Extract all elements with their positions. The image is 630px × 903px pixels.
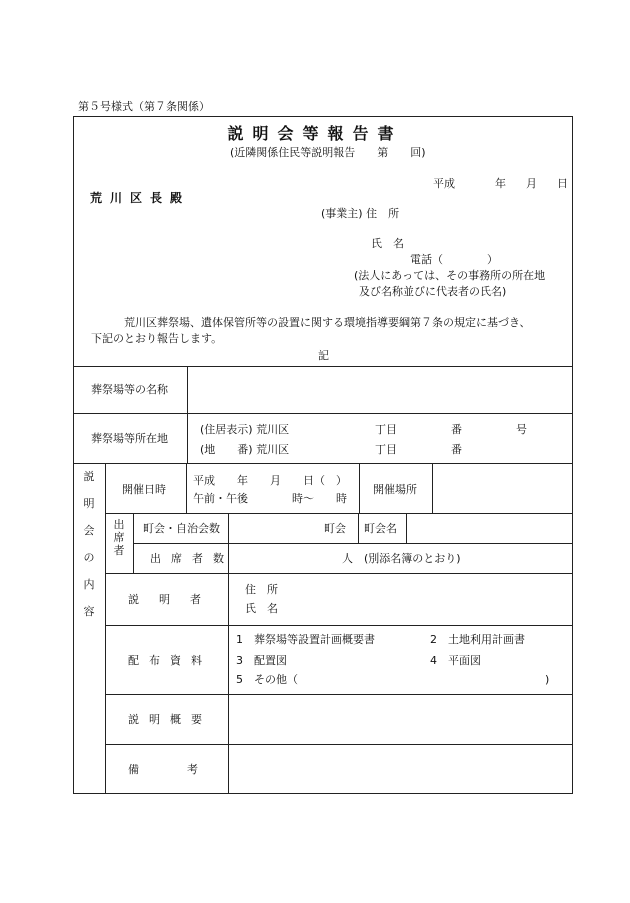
corp-note-1: (法人にあっては、その事務所の所在地 bbox=[354, 269, 546, 282]
report-date bbox=[433, 178, 568, 189]
go-label: 号 bbox=[516, 423, 527, 436]
form-number: 第５号様式（第７条関係） bbox=[78, 100, 210, 113]
facility-location-label: 葬祭場等所在地 bbox=[91, 432, 168, 445]
rule bbox=[358, 513, 359, 543]
addressee: 荒川区長殿 bbox=[90, 191, 191, 205]
subtitle-dai: 第 bbox=[377, 146, 389, 159]
phone-label: 電話（ ） bbox=[410, 253, 498, 266]
held-place-field[interactable] bbox=[436, 467, 569, 509]
chome-label-2: 丁目 bbox=[375, 443, 397, 456]
held-time-line: 午前・午後 時～ 時 bbox=[193, 492, 347, 505]
body-text-1: 荒川区葬祭場、遺体保管所等の設置に関する環境指導要綱第７条の規定に基づき、 bbox=[124, 316, 531, 329]
remarks-label: 備考 bbox=[128, 763, 246, 776]
remarks-field[interactable] bbox=[232, 748, 568, 790]
materials-label: 配布資料 bbox=[128, 654, 212, 667]
held-place-label: 開催場所 bbox=[373, 483, 417, 496]
rule bbox=[105, 513, 573, 514]
material-item-5: 5 その他（ bbox=[236, 673, 298, 686]
rule bbox=[359, 463, 360, 513]
subtitle-text: (近隣関係住民等説明報告 bbox=[230, 146, 356, 159]
applicant-name-label: 氏 名 bbox=[371, 237, 404, 250]
attendance-label-char: 者 bbox=[113, 544, 125, 557]
rule bbox=[73, 413, 573, 414]
summary-label: 説明概要 bbox=[128, 713, 212, 726]
held-datetime-label: 開催日時 bbox=[122, 483, 166, 496]
subtitle bbox=[230, 147, 426, 158]
attendance-label-char: 席 bbox=[113, 531, 125, 544]
rule bbox=[406, 513, 407, 543]
rule bbox=[73, 366, 573, 367]
attendance-label-char: 出 bbox=[113, 518, 125, 531]
section-label bbox=[82, 471, 96, 633]
attendance-label bbox=[112, 519, 126, 558]
month-unit: 月 bbox=[526, 177, 537, 190]
facility-name-field[interactable] bbox=[190, 370, 570, 410]
council-count-label: 町会・自治会数 bbox=[143, 522, 220, 535]
close-paren: ) bbox=[545, 673, 550, 686]
year-unit: 年 bbox=[495, 177, 506, 190]
ki-mark: 記 bbox=[318, 349, 329, 362]
document-title: 説明会等報告書 bbox=[227, 124, 403, 143]
chome-label: 丁目 bbox=[375, 423, 397, 436]
rule bbox=[105, 694, 573, 695]
attendee-count-label: 出席者数 bbox=[150, 552, 234, 565]
rule bbox=[186, 463, 187, 513]
section-label-char: 会 bbox=[83, 524, 95, 537]
rule bbox=[73, 463, 573, 464]
material-item-1: 1 葬祭場等設置計画概要書 bbox=[236, 633, 375, 646]
section-label-char: 明 bbox=[83, 497, 95, 510]
ban-label-2: 番 bbox=[451, 443, 462, 456]
corp-note-2: 及び名称並びに代表者の氏名) bbox=[359, 285, 507, 298]
material-item-2: 2 土地利用計画書 bbox=[430, 633, 525, 646]
facility-name-label: 葬祭場等の名称 bbox=[91, 383, 168, 396]
summary-field[interactable] bbox=[232, 698, 568, 740]
ban-label: 番 bbox=[451, 423, 462, 436]
rule bbox=[432, 463, 433, 513]
rule bbox=[105, 463, 106, 794]
business-address-label: (事業主) 住 所 bbox=[321, 207, 400, 220]
residence-label: (住居表示) 荒川区 bbox=[200, 423, 290, 436]
held-date-line: 平成 年 月 日（ ） bbox=[193, 474, 347, 487]
section-label-char: 内 bbox=[83, 578, 95, 591]
rule bbox=[133, 543, 573, 544]
lot-label: (地 番) 荒川区 bbox=[200, 443, 290, 456]
rule bbox=[187, 366, 188, 463]
explainer-name-label: 氏 名 bbox=[245, 602, 278, 615]
rule bbox=[105, 573, 573, 574]
section-label-char: 容 bbox=[83, 605, 95, 618]
day-unit: 日 bbox=[557, 177, 568, 190]
rule bbox=[133, 513, 134, 573]
era: 平成 bbox=[433, 177, 455, 190]
section-label-char: の bbox=[83, 551, 95, 564]
section-label-char: 説 bbox=[83, 470, 95, 483]
attendee-unit: 人 (別添名簿のとおり) bbox=[342, 552, 461, 565]
council-name-field[interactable] bbox=[410, 517, 568, 539]
material-item-3: 3 配置図 bbox=[236, 654, 287, 667]
subtitle-kai: 回) bbox=[410, 146, 426, 159]
body-text-2: 下記のとおり報告します。 bbox=[91, 332, 223, 345]
rule bbox=[105, 625, 573, 626]
rule bbox=[105, 744, 573, 745]
explainer-label: 説明者 bbox=[128, 593, 221, 606]
council-name-label: 町会名 bbox=[364, 522, 397, 535]
council-unit: 町会 bbox=[324, 522, 346, 535]
explainer-address-label: 住 所 bbox=[245, 583, 278, 596]
material-item-4: 4 平面図 bbox=[430, 654, 481, 667]
